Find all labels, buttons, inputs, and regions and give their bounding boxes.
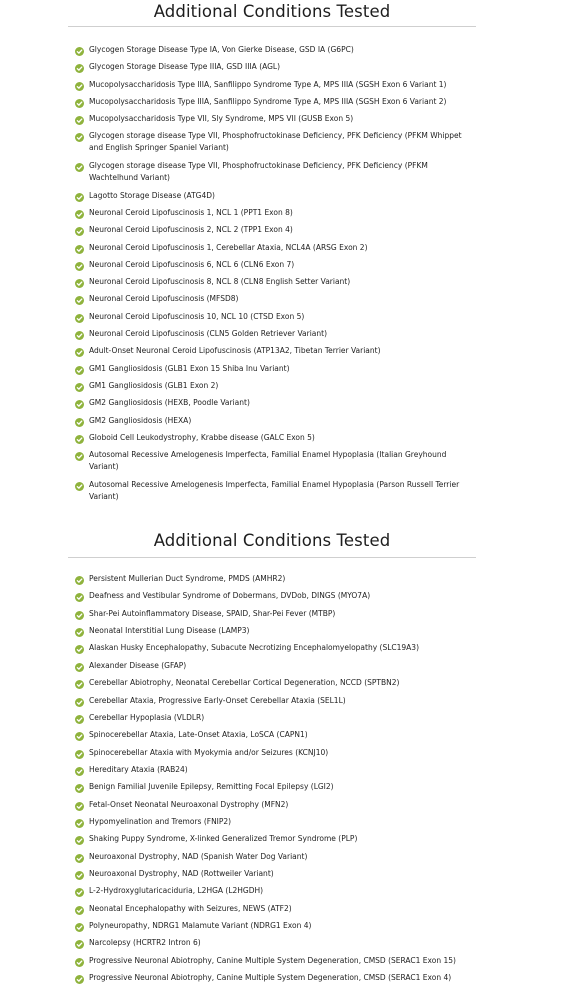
condition-label: Alaskan Husky Encephalopathy, Subacute Necrotizing Encephalomyelopathy (SLC19A3)	[89, 643, 420, 652]
check-circle-icon	[75, 854, 84, 863]
check-circle-icon	[75, 819, 84, 828]
condition-label: Narcolepsy (HCRTR2 Intron 6)	[89, 938, 201, 947]
check-circle-icon	[75, 331, 84, 340]
check-circle-icon	[75, 193, 84, 202]
condition-label: Cerebellar Hypoplasia (VLDLR)	[89, 713, 205, 722]
condition-label: Autosomal Recessive Amelogenesis Imperfecta, Familial Enamel Hypoplasia (Parson Russell Terrier Variant)	[89, 480, 460, 501]
condition-label: Glycogen Storage Disease Type IA, Von Gierke Disease, GSD IA (G6PC)	[89, 45, 354, 54]
check-circle-icon	[75, 64, 84, 73]
condition-label: Lagotto Storage Disease (ATG4D)	[89, 191, 215, 200]
condition-label: Cerebellar Ataxia, Progressive Early-Onset Cerebellar Ataxia (SEL1L)	[89, 696, 346, 705]
check-circle-icon	[75, 452, 84, 461]
check-circle-icon	[75, 366, 84, 375]
check-circle-icon	[75, 482, 84, 491]
check-circle-icon	[75, 750, 84, 759]
check-circle-icon	[75, 836, 84, 845]
condition-label: Polyneuropathy, NDRG1 Malamute Variant (NDRG1 Exon 4)	[89, 921, 312, 930]
condition-label: GM2 Gangliosidosis (HEXA)	[89, 416, 192, 425]
condition-label: Mucopolysaccharidosis Type VII, Sly Syndrome, MPS VII (GUSB Exon 5)	[89, 114, 354, 123]
condition-label: Progressive Neuronal Abiotrophy, Canine Multiple System Degeneration, CMSD (SERAC1 Exon 4)	[89, 973, 452, 982]
check-circle-icon	[75, 958, 84, 967]
condition-label: Persistent Mullerian Duct Syndrome, PMDS (AMHR2)	[89, 574, 286, 583]
condition-label: GM2 Gangliosidosis (HEXB, Poodle Variant)	[89, 398, 250, 407]
check-circle-icon	[75, 906, 84, 915]
condition-label: Glycogen storage disease Type VII, Phosphofructokinase Deficiency, PFK Deficiency (PFKM Wachtelhund Variant)	[89, 161, 428, 182]
condition-label: Neuronal Ceroid Lipofuscinosis 6, NCL 6 (CLN6 Exon 7)	[89, 260, 295, 269]
condition-label: Hypomyelination and Tremors (FNIP2)	[89, 817, 232, 826]
condition-label: Progressive Neuronal Abiotrophy, Canine Multiple System Degeneration, CMSD (SERAC1 Exon 15)	[89, 956, 456, 965]
condition-label: Cerebellar Abiotrophy, Neonatal Cerebellar Cortical Degeneration, NCCD (SPTBN2)	[89, 678, 400, 687]
condition-label: Neuronal Ceroid Lipofuscinosis 10, NCL 10 (CTSD Exon 5)	[89, 312, 305, 321]
check-circle-icon	[75, 888, 84, 897]
check-circle-icon	[75, 732, 84, 741]
check-circle-icon	[75, 296, 84, 305]
condition-label: L-2-Hydroxyglutaricaciduria, L2HGA (L2HGDH)	[89, 886, 264, 895]
check-circle-icon	[75, 133, 84, 142]
condition-label: GM1 Gangliosidosis (GLB1 Exon 15 Shiba Inu Variant)	[89, 364, 290, 373]
condition-label: Shaking Puppy Syndrome, X-linked Generalized Tremor Syndrome (PLP)	[89, 834, 358, 843]
condition-label: Mucopolysaccharidosis Type IIIA, Sanfilippo Syndrome Type A, MPS IIIA (SGSH Exon 6 Variant 2)	[89, 97, 447, 106]
check-circle-icon	[75, 262, 84, 271]
condition-label: Alexander Disease (GFAP)	[89, 661, 187, 670]
check-circle-icon	[75, 435, 84, 444]
condition-label: Mucopolysaccharidosis Type IIIA, Sanfilippo Syndrome Type A, MPS IIIA (SGSH Exon 6 Variant 1)	[89, 80, 447, 89]
condition-label: Hereditary Ataxia (RAB24)	[89, 765, 188, 774]
condition-label: Neuronal Ceroid Lipofuscinosis 8, NCL 8 (CLN8 English Setter Variant)	[89, 277, 351, 286]
check-circle-icon	[75, 99, 84, 108]
condition-label: Glycogen storage disease Type VII, Phosphofructokinase Deficiency, PFK Deficiency (PFKM Whippet and English Springer Spaniel Variant)	[89, 131, 462, 152]
condition-label: Neonatal Encephalopathy with Seizures, NEWS (ATF2)	[89, 904, 292, 913]
check-circle-icon	[75, 767, 84, 776]
check-circle-icon	[75, 784, 84, 793]
condition-label: Neuronal Ceroid Lipofuscinosis 2, NCL 2 (TPP1 Exon 4)	[89, 225, 293, 234]
check-circle-icon	[75, 593, 84, 602]
condition-label: Globoid Cell Leukodystrophy, Krabbe disease (GALC Exon 5)	[89, 433, 315, 442]
check-circle-icon	[75, 923, 84, 932]
check-circle-icon	[75, 383, 84, 392]
check-circle-icon	[75, 645, 84, 654]
check-circle-icon	[75, 314, 84, 323]
check-circle-icon	[75, 802, 84, 811]
check-circle-icon	[75, 210, 84, 219]
check-circle-icon	[75, 227, 84, 236]
condition-label: Spinocerebellar Ataxia, Late-Onset Ataxia, LoSCA (CAPN1)	[89, 730, 308, 739]
condition-label: Neuronal Ceroid Lipofuscinosis 1, NCL 1 (PPT1 Exon 8)	[89, 208, 293, 217]
condition-label: Adult-Onset Neuronal Ceroid Lipofuscinosis (ATP13A2, Tibetan Terrier Variant)	[89, 346, 381, 355]
condition-label: Fetal-Onset Neonatal Neuroaxonal Dystrophy (MFN2)	[89, 800, 289, 809]
check-circle-icon	[75, 871, 84, 880]
section-title: Additional Conditions Tested	[153, 531, 391, 550]
check-circle-icon	[75, 418, 84, 427]
check-circle-icon	[75, 680, 84, 689]
check-circle-icon	[75, 576, 84, 585]
section-divider	[68, 26, 476, 27]
check-circle-icon	[75, 715, 84, 724]
condition-label: Neuronal Ceroid Lipofuscinosis (MFSD8)	[89, 294, 239, 303]
section-title: Additional Conditions Tested	[153, 2, 391, 21]
condition-label: Neuronal Ceroid Lipofuscinosis 1, Cerebellar Ataxia, NCL4A (ARSG Exon 2)	[89, 243, 368, 252]
check-circle-icon	[75, 348, 84, 357]
section-divider	[68, 557, 476, 558]
check-circle-icon	[75, 698, 84, 707]
condition-label: GM1 Gangliosidosis (GLB1 Exon 2)	[89, 381, 219, 390]
check-circle-icon	[75, 116, 84, 125]
check-circle-icon	[75, 163, 84, 172]
condition-label: Neuroaxonal Dystrophy, NAD (Spanish Water Dog Variant)	[89, 852, 308, 861]
check-circle-icon	[75, 663, 84, 672]
condition-label: Neuroaxonal Dystrophy, NAD (Rottweiler Variant)	[89, 869, 274, 878]
condition-label: Glycogen Storage Disease Type IIIA, GSD IIIA (AGL)	[89, 62, 281, 71]
check-circle-icon	[75, 975, 84, 984]
condition-label: Autosomal Recessive Amelogenesis Imperfecta, Familial Enamel Hypoplasia (Italian Greyhound Variant)	[89, 450, 447, 471]
check-circle-icon	[75, 47, 84, 56]
check-circle-icon	[75, 940, 84, 949]
check-circle-icon	[75, 611, 84, 620]
check-circle-icon	[75, 245, 84, 254]
check-circle-icon	[75, 82, 84, 91]
condition-label: Deafness and Vestibular Syndrome of Dobermans, DVDob, DINGS (MYO7A)	[89, 591, 371, 600]
condition-label: Spinocerebellar Ataxia with Myokymia and/or Seizures (KCNJ10)	[89, 748, 329, 757]
check-circle-icon	[75, 628, 84, 637]
check-circle-icon	[75, 279, 84, 288]
condition-label: Benign Familial Juvenile Epilepsy, Remitting Focal Epilepsy (LGI2)	[89, 782, 334, 791]
check-circle-icon	[75, 400, 84, 409]
condition-label: Shar-Pei Autoinflammatory Disease, SPAID, Shar-Pei Fever (MTBP)	[89, 609, 336, 618]
condition-label: Neonatal Interstitial Lung Disease (LAMP3)	[89, 626, 250, 635]
condition-label: Neuronal Ceroid Lipofuscinosis (CLN5 Golden Retriever Variant)	[89, 329, 327, 338]
